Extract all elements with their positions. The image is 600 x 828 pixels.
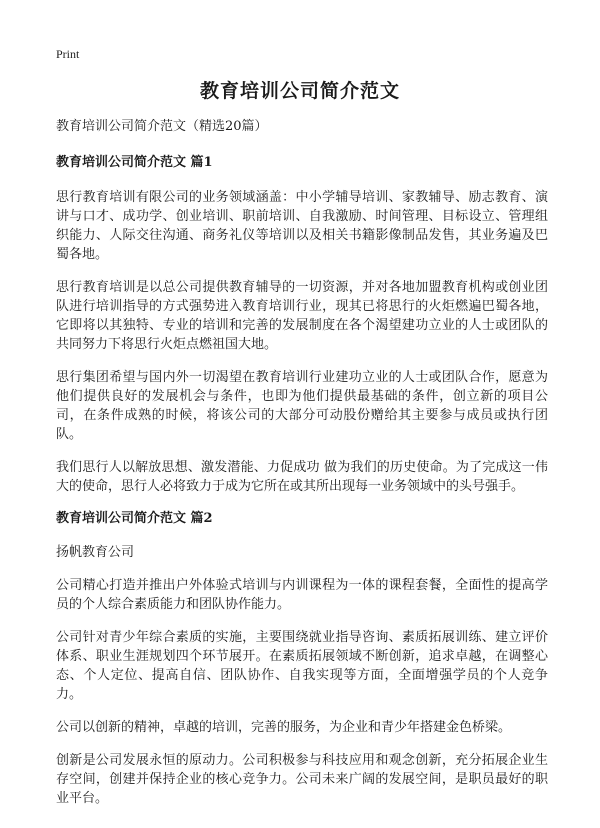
company-name: 扬帆教育公司 [56, 545, 135, 560]
paragraph: 思行教育培训有限公司的业务领域涵盖：中小学辅导培训、家教辅导、励志教育、演讲与口才、成功学、创业培训、职前培训、自我激励、时间管理、目标设立、管理组织能力、人际交往沟通、商务礼仪等培训以及相关书籍影像制品发售，其业务遍及巴蜀各地。 [56, 190, 548, 262]
page-title: 教育培训公司简介范文 [199, 80, 400, 102]
paragraph: 创新是公司发展永恒的原动力。公司积极参与科技应用和观念创新，充分拓展企业生存空间，创建并保持企业的核心竞争力。公司未来广阔的发展空间，是职员最好的职业平台。 [56, 753, 548, 806]
document-body [56, 118, 548, 822]
paragraph: 思行集团希望与国内外一切渴望在教育培训行业建功立业的人士或团队合作，愿意为他们提供良好的发展机会与条件，也即为他们提供最基础的条件，创立新的项目公司，在条件成熟的时候，将该公司的大部分可动股份赠给其主要参与成员或执行团队。 [56, 370, 548, 442]
paragraph: 我们思行人以解放思想、激发潜能、力促成功 做为我们的历史使命。为了完成这一伟大的使命，思行人必将致力于成为它所在或其所出现每一业务领域中的头号强手。 [56, 460, 548, 494]
section-heading-1: 教育培训公司简介范文 篇1 [56, 155, 213, 170]
paragraph: 公司精心打造并推出户外体验式培训与内训课程为一体的课程套餐，全面性的提高学员的个人综合素质能力和团队协作能力。 [56, 578, 548, 612]
paragraph: 公司针对青少年综合素质的实施，主要围绕就业指导咨询、素质拓展训练、建立评价体系、职业生涯规划四个环节展开。在素质拓展领域不断创新，追求卓越，在调整心态、个人定位、提高自信、团队协作、自我实现等方面，全面增强学员的个人竞争力。 [56, 630, 548, 702]
paragraph: 思行教育培训是以总公司提供教育辅导的一切资源，并对各地加盟教育机构或创业团队进行培训指导的方式强势进入教育培训行业，现其已将思行的火炬燃遍巴蜀各地，它即将以其独特、专业的培训和完善的发展制度在各个渴望建功立业的人士或团队的共同努力下将思行火炬点燃祖国大地。 [56, 280, 548, 352]
paragraph: 公司以创新的精神，卓越的培训，完善的服务，为企业和青少年搭建金色桥梁。 [56, 720, 512, 735]
section-heading-2: 教育培训公司简介范文 篇2 [56, 511, 213, 526]
print-link[interactable]: Print [56, 47, 80, 61]
document-subtitle: 教育培训公司简介范文（精选20篇） [56, 119, 268, 134]
